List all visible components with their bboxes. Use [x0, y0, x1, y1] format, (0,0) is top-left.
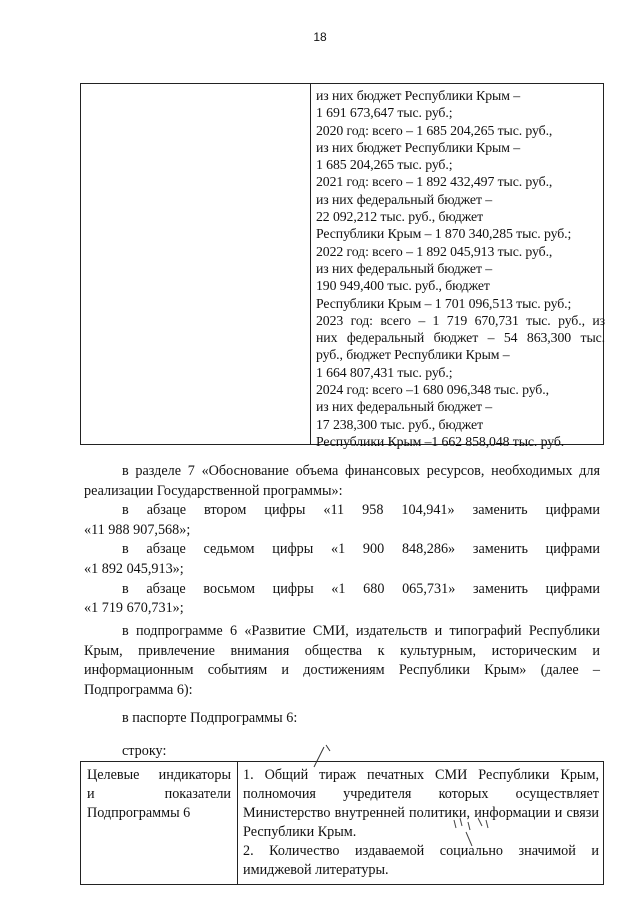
funding-line: 1 691 673,647 тыс. руб.; — [316, 105, 453, 121]
indicators-value-cell — [243, 766, 599, 880]
section7-item1-line1: в абзаце втором цифры «11 958 104,941» заменить цифрами — [122, 502, 600, 519]
funding-line: Республики Крым –1 662 858,048 тыс. руб. — [316, 433, 565, 449]
funding-line: них федеральный бюджет – 54 863,300 тыс. — [316, 330, 605, 346]
indicator-item-1: 1. Общий тираж печатных СМИ Республики Крым, полномочия учредителя которых осуществляет Министерство внутренней политики, информации и связи Республики Крым. — [243, 767, 599, 840]
funding-line: Республики Крым – 1 870 340,285 тыс. руб.; — [316, 226, 572, 242]
section7-item1-line2: «11 988 907,568»; — [84, 521, 191, 538]
funding-line: из них бюджет Республики Крым – — [316, 139, 521, 155]
section7-item3-line1: в абзаце восьмом цифры «1 680 065,731» заменить цифрами — [122, 580, 600, 597]
funding-line: из них федеральный бюджет – — [316, 260, 493, 276]
handwritten-mark — [448, 812, 498, 852]
indicators-label-cell — [87, 766, 231, 823]
table-column-divider — [237, 762, 238, 884]
section7-intro-line2: реализации Государственной программы»: — [84, 482, 343, 499]
indicators-label-line: и показатели — [87, 786, 231, 802]
section7-item2-line2: «1 892 045,913»; — [84, 560, 184, 577]
indicator-item-2: 2. Количество издаваемой социально значимой и имиджевой литературы. — [243, 843, 599, 878]
funding-line: Республики Крым – 1 701 096,513 тыс. руб.; — [316, 295, 572, 311]
page-number: 18 — [313, 30, 327, 44]
funding-cell — [316, 87, 605, 450]
funding-line: из них бюджет Республики Крым – — [316, 88, 521, 103]
funding-line: 1 664 807,431 тыс. руб.; — [316, 364, 453, 380]
funding-line: из них федеральный бюджет – — [316, 191, 493, 207]
funding-line: 2020 год: всего – 1 685 204,265 тыс. руб., — [316, 122, 553, 138]
indicators-label-line: Подпрограммы 6 — [87, 805, 191, 821]
funding-line: 2021 год: всего – 1 892 432,497 тыс. руб., — [316, 174, 553, 190]
funding-line: 22 092,212 тыс. руб., бюджет — [316, 209, 484, 225]
passport-line: в паспорте Подпрограммы 6: — [122, 710, 298, 726]
section7-item3-line2: «1 719 670,731»; — [84, 600, 184, 617]
funding-line: из них федеральный бюджет – — [316, 399, 493, 415]
indicators-table — [80, 761, 604, 885]
funding-line: 17 238,300 тыс. руб., бюджет — [316, 416, 484, 432]
row-label: строку: — [122, 743, 167, 759]
table-column-divider — [310, 84, 311, 444]
funding-line: 2024 год: всего –1 680 096,348 тыс. руб., — [316, 382, 549, 398]
section7-intro-line1: в разделе 7 «Обоснование объема финансовых ресурсов, необходимых для — [122, 463, 600, 479]
pen-stroke-mark — [300, 737, 340, 773]
funding-table — [80, 83, 605, 449]
funding-line: 2023 год: всего – 1 719 670,731 тыс. руб., из — [316, 312, 605, 328]
funding-line: руб., бюджет Республики Крым – — [316, 347, 510, 363]
indicators-label-line: Целевые индикаторы — [87, 767, 231, 783]
subprogram6-paragraph: в подпрограмме 6 «Развитие СМИ, издательств и типографий Республики Крым, привлечение внимания общества к культурным, историческим и информационным событиям и достижениям Республики Крым» (далее – Подпрограмма 6): — [84, 623, 600, 698]
funding-line: 2022 год: всего – 1 892 045,913 тыс. руб., — [316, 243, 553, 259]
section7-block — [84, 462, 600, 619]
section7-item2-line1: в абзаце седьмом цифры «1 900 848,286» заменить цифрами — [122, 541, 600, 558]
funding-line: 1 685 204,265 тыс. руб.; — [316, 157, 453, 173]
funding-line: 190 949,400 тыс. руб., бюджет — [316, 278, 490, 294]
